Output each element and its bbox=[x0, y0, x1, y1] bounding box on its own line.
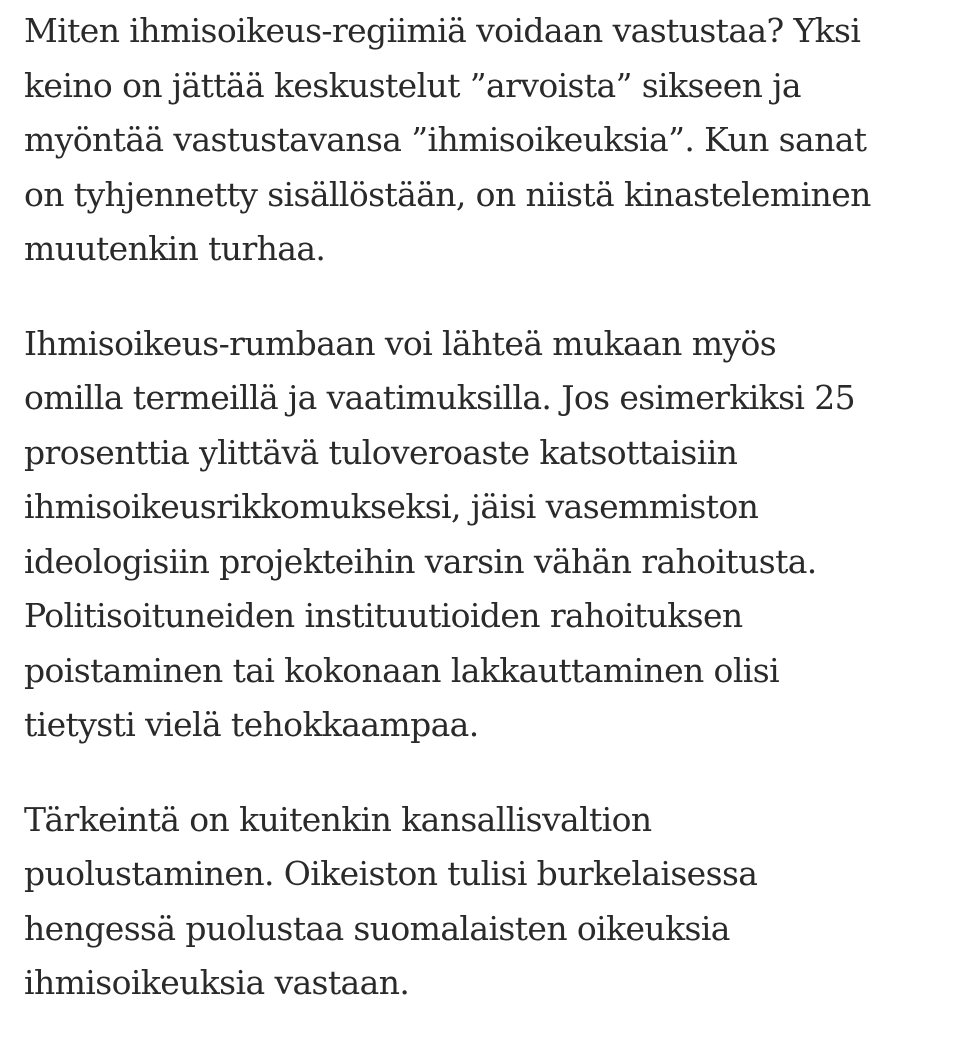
text-line: ihmisoikeuksia vastaan. bbox=[24, 963, 410, 1002]
text-line: ideologisiin projekteihin varsin vähän rahoitusta. bbox=[24, 541, 817, 581]
text-line: prosenttia ylittävä tuloveroaste katsottaisiin bbox=[24, 432, 738, 472]
text-line: puolustaminen. Oikeiston tulisi burkelaisessa bbox=[24, 854, 758, 893]
paragraph-2 bbox=[24, 317, 964, 753]
text-line: Miten ihmisoikeus-regiimiä voidaan vastustaa? Yksi bbox=[24, 11, 861, 50]
text-line: myöntää vastustavansa ”ihmisoikeuksia”. Kun sanat bbox=[24, 120, 867, 159]
text-line: hengessä puolustaa suomalaisten oikeuksia bbox=[24, 908, 730, 948]
article-body bbox=[24, 4, 964, 1051]
paragraph-1 bbox=[24, 4, 964, 277]
text-line: on tyhjennetty sisällöstään, on niistä kinasteleminen bbox=[24, 174, 871, 214]
text-line: Ihmisoikeus-rumbaan voi lähteä mukaan myös bbox=[24, 323, 777, 363]
text-line: ihmisoikeusrikkomukseksi, jäisi vasemmiston bbox=[24, 487, 759, 526]
text-line: keino on jättää keskustelut ”arvoista” sikseen ja bbox=[24, 65, 801, 105]
text-line: Politisoituneiden instituutioiden rahoituksen bbox=[24, 596, 743, 635]
text-line: poistaminen tai kokonaan lakkauttaminen olisi bbox=[24, 650, 780, 690]
paragraph-3 bbox=[24, 793, 964, 1011]
text-line: tietysti vielä tehokkaampaa. bbox=[24, 705, 479, 744]
text-line: Tärkeintä on kuitenkin kansallisvaltion bbox=[24, 799, 652, 839]
text-line: muutenkin turhaa. bbox=[24, 229, 326, 268]
text-line: omilla termeillä ja vaatimuksilla. Jos esimerkiksi 25 bbox=[24, 378, 856, 417]
